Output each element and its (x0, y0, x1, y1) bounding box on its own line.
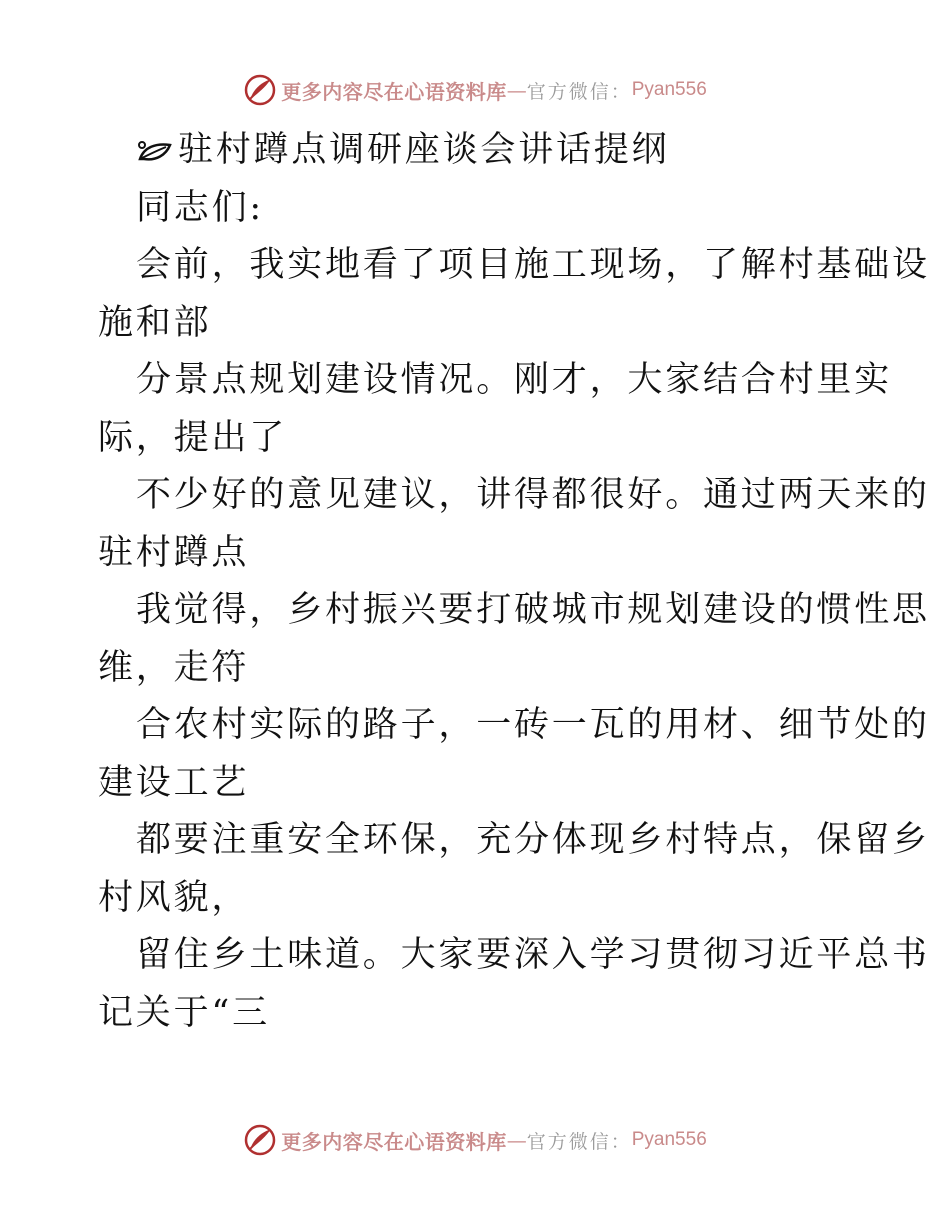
banner-text: 更多内容尽在心语资料库 (281, 1129, 507, 1154)
footer-banner (0, 1120, 950, 1160)
header-banner (0, 70, 950, 110)
text-line: 际，提出了 (98, 417, 288, 458)
text-line: 合农村实际的路子，一砖一瓦的用材、细节处的 (136, 705, 930, 745)
leaf-ornament-icon (136, 137, 176, 165)
text-line: 驻村蹲点 (98, 532, 250, 573)
banner-wechat-label: 官方微信： (526, 80, 632, 103)
text-line: 不少好的意见建议，讲得都很好。通过两天来的 (136, 475, 930, 515)
banner-wechat-id: Pyan556 (631, 1129, 707, 1150)
document-title-row (98, 122, 858, 180)
banner-separator: — (506, 78, 527, 102)
banner-text: 更多内容尽在心语资料库 (281, 79, 507, 104)
document-body (98, 122, 930, 1042)
text-line: 我觉得，乡村振兴要打破城市规划建设的惯性思 (136, 590, 930, 630)
text-line: 建设工艺 (98, 762, 250, 803)
text-line: 都要注重安全环保，充分体现乡村特点，保留乡 (136, 820, 930, 860)
banner-wechat-label: 官方微信： (526, 1130, 632, 1153)
logo-quill-icon (243, 1123, 277, 1157)
text-line: 留住乡土味道。大家要深入学习贯彻习近平总书 (136, 935, 930, 975)
paragraph-lines (98, 237, 930, 1042)
banner-separator: — (506, 1128, 527, 1152)
banner-wechat-id: Pyan556 (631, 79, 707, 100)
text-line: 村风貌， (98, 877, 250, 918)
logo-quill-icon (243, 73, 277, 107)
text-line: 施和部 (98, 302, 212, 343)
text-line: 维，走符 (98, 647, 250, 688)
text-line: 记关于“三 (98, 992, 270, 1033)
text-line: 会前，我实地看了项目施工现场，了解村基础设 (136, 245, 930, 285)
salutation: 同志们: (136, 187, 264, 228)
text-line: 分景点规划建设情况。刚才，大家结合村里实 (136, 360, 893, 400)
document-title: 驻村蹲点调研座谈会讲话提纲 (178, 130, 670, 170)
